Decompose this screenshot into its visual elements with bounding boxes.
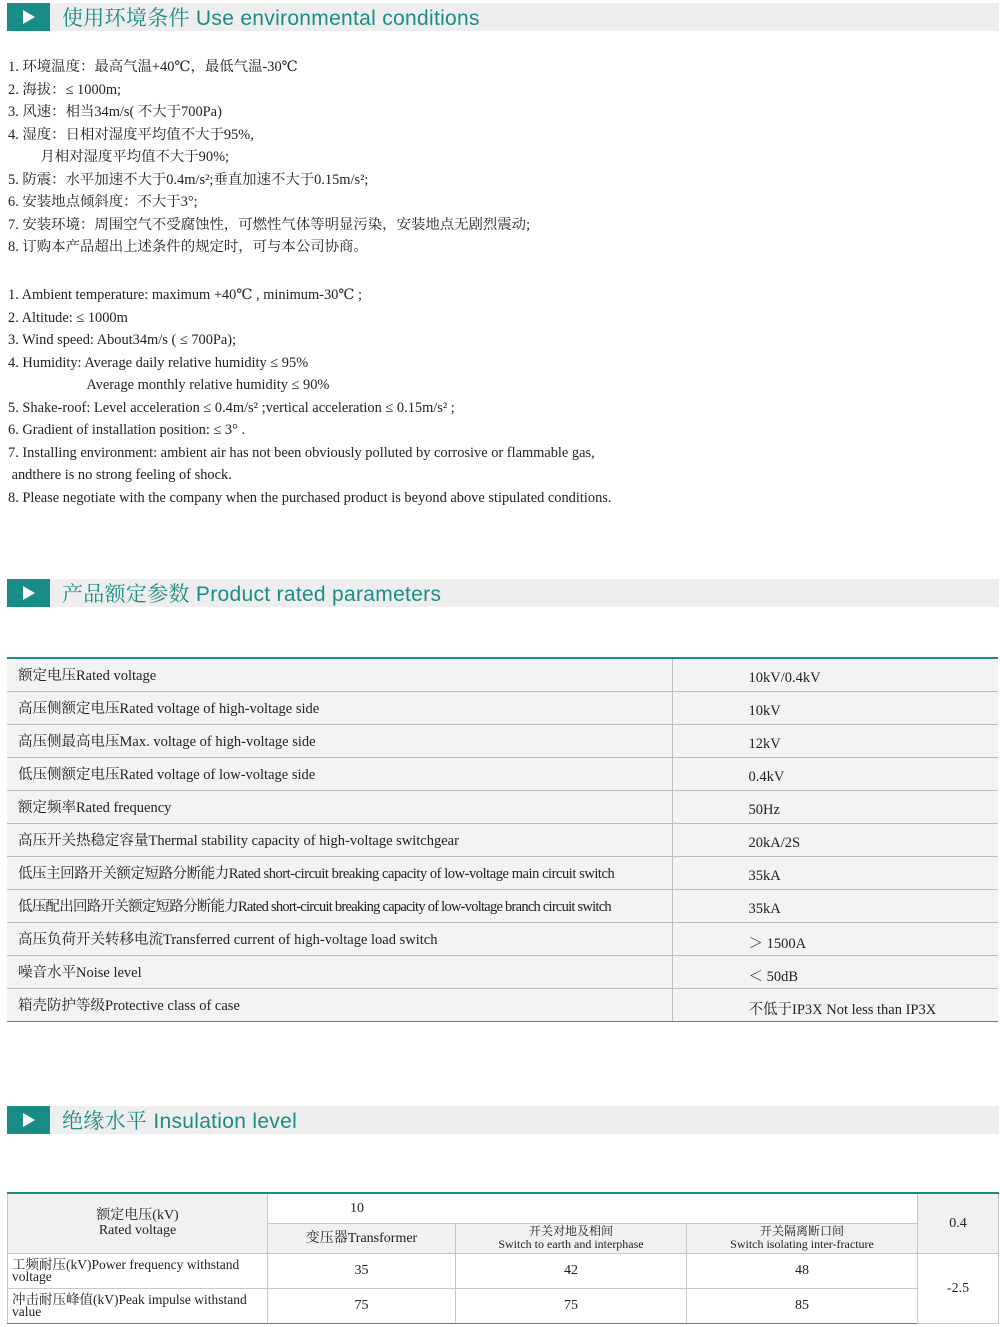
low-voltage-value: -2.5 — [918, 1253, 999, 1323]
param-label: 高压开关热稳定容量Thermal stability capacity of high-voltage switchgear — [7, 823, 672, 856]
transformer-header: 变压器Transformer — [268, 1223, 456, 1253]
table-cell: 35 — [268, 1253, 456, 1288]
param-label: 箱壳防护等级Protective class of case — [7, 988, 672, 1021]
table-row — [7, 823, 998, 856]
param-label: 噪音水平Noise level — [7, 955, 672, 988]
table-cell: 85 — [687, 1288, 918, 1323]
table-row — [7, 922, 998, 955]
section-marker — [7, 3, 50, 31]
list-item: 3. Wind speed: About34m/s ( ≤ 700Pa); — [8, 332, 237, 348]
table-row — [8, 1288, 999, 1323]
isolating-fracture-cn: 开关隔离断口间 — [759, 1224, 844, 1238]
earth-interphase-en: Switch to earth and interphase — [498, 1237, 644, 1251]
list-item: 5. 防震：水平加速不大于0.4m/s²;垂直加速不大于0.15m/s²; — [8, 171, 369, 188]
table-row — [7, 658, 998, 691]
parameters-table — [7, 657, 998, 1022]
param-label: 低压配出回路开关额定短路分断能力Rated short-circuit breaking capacity of low-voltage branch circuit switch — [7, 889, 672, 922]
param-value: ＜ 50dB — [672, 955, 998, 988]
list-item: 6. 安装地点倾斜度：不大于3°; — [8, 194, 198, 210]
param-label: 高压侧最高电压Max. voltage of high-voltage side — [7, 724, 672, 757]
param-value: ＞ 1500A — [672, 922, 998, 955]
list-item: andthere is no strong feeling of shock. — [8, 467, 232, 483]
param-label: 低压侧额定电压Rated voltage of low-voltage side — [7, 757, 672, 790]
param-label: 高压负荷开关转移电流Transferred current of high-voltage load switch — [7, 922, 672, 955]
param-label: 额定电压Rated voltage — [7, 658, 672, 691]
param-value: 10kV — [672, 691, 998, 724]
voltage-10-header: 10 — [268, 1193, 918, 1223]
section-title: 使用环境条件 Use environmental conditions — [62, 7, 480, 30]
earth-interphase-cn: 开关对地及相间 — [528, 1224, 613, 1238]
list-item: 3. 风速：相当34m/s( 不大于700Pa) — [8, 104, 222, 120]
section-header-insulation — [7, 1106, 999, 1134]
param-label: 低压主回路开关额定短路分断能力Rated short-circuit breaking capacity of low-voltage main circuit switch — [7, 856, 672, 889]
param-value: 12kV — [672, 724, 998, 757]
play-triangle-icon — [22, 10, 36, 24]
param-value: 35kA — [672, 856, 998, 889]
table-row — [8, 1253, 999, 1288]
play-triangle-icon — [22, 586, 36, 600]
table-row — [7, 757, 998, 790]
param-value: 不低于IP3X Not less than IP3X — [672, 988, 998, 1021]
section-marker — [7, 1106, 50, 1134]
table-cell: 42 — [456, 1253, 687, 1288]
list-item: 月相对湿度平均值不大于90%; — [8, 149, 230, 165]
earth-interphase-header — [456, 1223, 687, 1253]
table-row — [7, 889, 998, 922]
table-row — [7, 988, 998, 1021]
table-row — [7, 955, 998, 988]
param-value: 20kA/2S — [672, 823, 998, 856]
insulation-table — [7, 1192, 999, 1324]
environment-list-en — [8, 284, 611, 509]
param-value: 35kA — [672, 889, 998, 922]
section-title: 产品额定参数 Product rated parameters — [62, 583, 442, 606]
param-value: 0.4kV — [672, 757, 998, 790]
table-cell: 48 — [687, 1253, 918, 1288]
play-triangle-icon — [22, 1113, 36, 1127]
table-row — [7, 790, 998, 823]
table-row — [8, 1193, 999, 1223]
table-row — [7, 691, 998, 724]
list-item: 8. 订购本产品超出上述条件的规定时，可与本公司协商。 — [8, 239, 368, 255]
list-item: 4. Humidity: Average daily relative humidity ≤ 95% — [8, 354, 309, 371]
power-frequency-label: 工频耐压(kV)Power frequency withstand voltage — [8, 1253, 268, 1288]
impulse-label: 冲击耐压峰值(kV)Peak impulse withstand value — [8, 1288, 268, 1323]
param-value: 10kV/0.4kV — [672, 658, 998, 691]
param-label: 高压侧额定电压Rated voltage of high-voltage side — [7, 691, 672, 724]
rated-voltage-cn: 额定电压(kV) — [96, 1208, 179, 1224]
list-item: 6. Gradient of installation position: ≤ 3° . — [8, 422, 246, 438]
list-item: 8. Please negotiate with the company when the purchased product is beyond above stipulated conditions. — [8, 489, 612, 506]
list-item: 7. 安装环境：周围空气不受腐蚀性，可燃性气体等明显污染，安装地点无剧烈震动; — [8, 216, 531, 233]
table-row — [7, 856, 998, 889]
list-item: 1. Ambient temperature: maximum +40℃ , minimum-30℃ ; — [8, 287, 363, 303]
table-row — [7, 724, 998, 757]
table-cell: 75 — [456, 1288, 687, 1323]
param-value: 50Hz — [672, 790, 998, 823]
list-item: 7. Installing environment: ambient air has not been obviously polluted by corrosive or flammable gas, — [8, 444, 595, 461]
section-marker — [7, 579, 50, 607]
list-item: 1. 环境温度：最高气温+40℃，最低气温-30℃ — [8, 59, 298, 75]
isolating-fracture-en: Switch isolating inter-fracture — [730, 1237, 874, 1251]
list-item: 4. 湿度：日相对湿度平均值不大于95%, — [8, 126, 254, 143]
section-title: 绝缘水平 Insulation level — [62, 1110, 298, 1133]
table-cell: 75 — [268, 1288, 456, 1323]
list-item: 5. Shake-roof: Level acceleration ≤ 0.4m/s² ;vertical acceleration ≤ 0.15m/s² ; — [8, 399, 455, 416]
voltage-04-header: 0.4 — [918, 1193, 999, 1253]
param-label: 额定频率Rated frequency — [7, 790, 672, 823]
list-item: Average monthly relative humidity ≤ 90% — [8, 377, 330, 393]
list-item: 2. 海拔：≤ 1000m; — [8, 81, 122, 98]
section-header-parameters — [7, 579, 999, 607]
rated-voltage-header — [8, 1193, 268, 1253]
environment-list-cn — [8, 56, 530, 259]
list-item: 2. Altitude: ≤ 1000m — [8, 309, 128, 326]
section-header-environment — [7, 3, 999, 31]
isolating-fracture-header — [687, 1223, 918, 1253]
rated-voltage-en: Rated voltage — [98, 1223, 177, 1239]
